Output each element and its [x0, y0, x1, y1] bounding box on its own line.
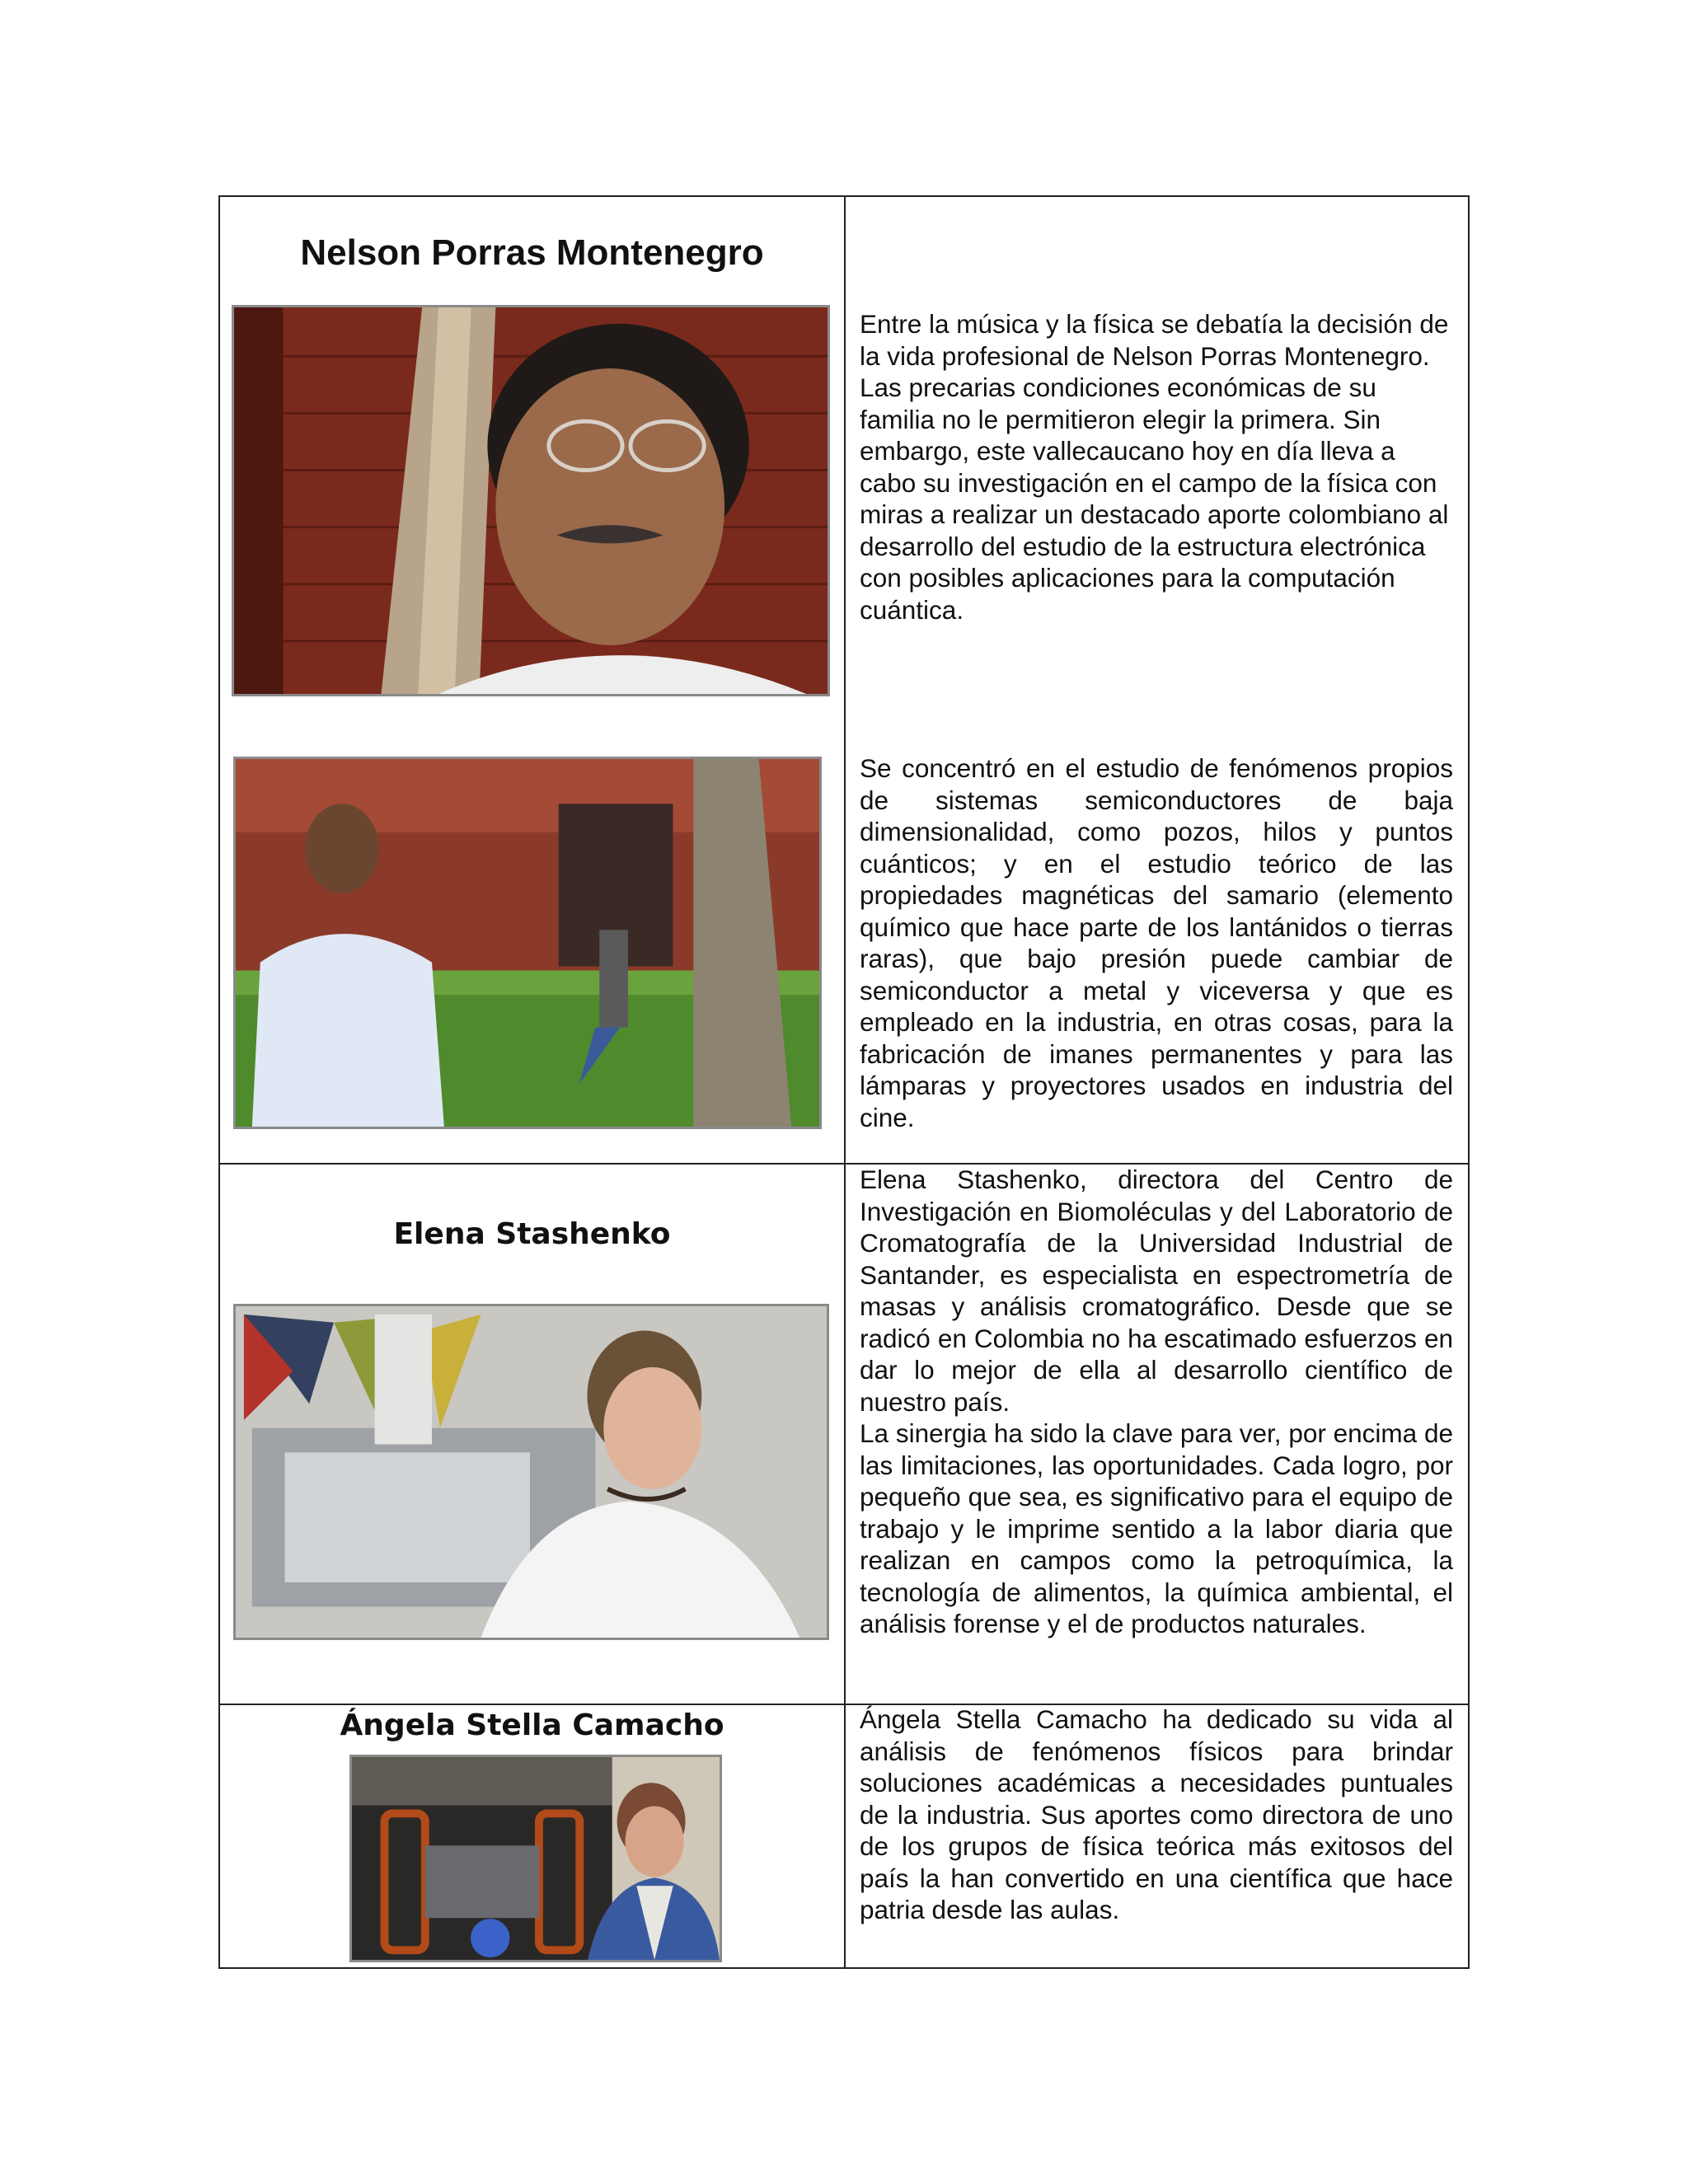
- lab-image: [236, 1306, 827, 1638]
- profile-paragraph-elena-synergy: La sinergia ha sido la clave para ver, por encima de las limitaciones, las oportunidades. Cada logro, por pequeño que sea, es significativo para el equipo de trabajo y le imprime sentido a la labor diaria que realizan en campos como la petroquímica, la tecnología de alimentos, la química ambiental, el análisis forense y el de productos naturales.: [860, 1418, 1453, 1638]
- outdoor-photo-nelson: [233, 757, 822, 1129]
- lab-photo-angela: [349, 1755, 722, 1962]
- profile-paragraph-nelson-research: Se concentró en el estudio de fenómenos propios de sistemas semiconductores de baja dimensionalidad, como pozos, hilos y puntos cuánticos; y en el estudio teórico de las propiedades magnéticas del samario (elemento químico que hace parte de los lantánidos o tierras raras), que bajo presión puede cambiar de semiconductor a metal y viceversa y que es empleado en la industria, en otras cosas, para la fabricación de imanes permanentes y para las lámparas y proyectores usados en industria del cine.: [860, 753, 1453, 1132]
- profile-name-nelson: Nelson Porras Montenegro: [300, 232, 764, 273]
- lab-image: [352, 1757, 720, 1960]
- profile-name-angela: Ángela Stella Camacho: [340, 1708, 724, 1742]
- portrait-photo-nelson: [232, 305, 830, 696]
- portrait-image: [234, 307, 828, 694]
- profile-paragraph-nelson-intro: Entre la música y la física se debatía la decisión de la vida profesional de Nelson Porras Montenegro. Las precarias condiciones económicas de su familia no le permitieron elegir la primera. Sin embargo, este vallecaucano hoy en día lleva a cabo su investigación en el campo de la física con miras a realizar un destacado aporte colombiano al desarrollo del estudio de la estructura electrónica con posibles aplicaciones para la computación cuántica.: [860, 309, 1449, 625]
- profile-paragraph-elena-intro: Elena Stashenko, directora del Centro de Investigación en Biomoléculas y del Laboratorio de Cromatografía de la Universidad Industrial de Santander, es especialista en espectrometría de masas y análisis cromatográfico. Desde que se radicó en Colombia no ha escatimado esfuerzos en dar lo mejor de ella al desarrollo científico de nuestro país.: [860, 1165, 1453, 1417]
- profile-paragraph-angela: Ángela Stella Camacho ha dedicado su vida al análisis de fenómenos físicos para brindar soluciones académicas a necesidades puntuales de la industria. Sus aportes como directora de uno de los grupos de física teórica más exitosos del país la han convertido en una científica que hace patria desde las aulas.: [860, 1704, 1453, 1924]
- lab-photo-elena: [233, 1304, 829, 1640]
- profile-name-elena: Elena Stashenko: [393, 1217, 671, 1251]
- outdoor-image: [236, 759, 819, 1127]
